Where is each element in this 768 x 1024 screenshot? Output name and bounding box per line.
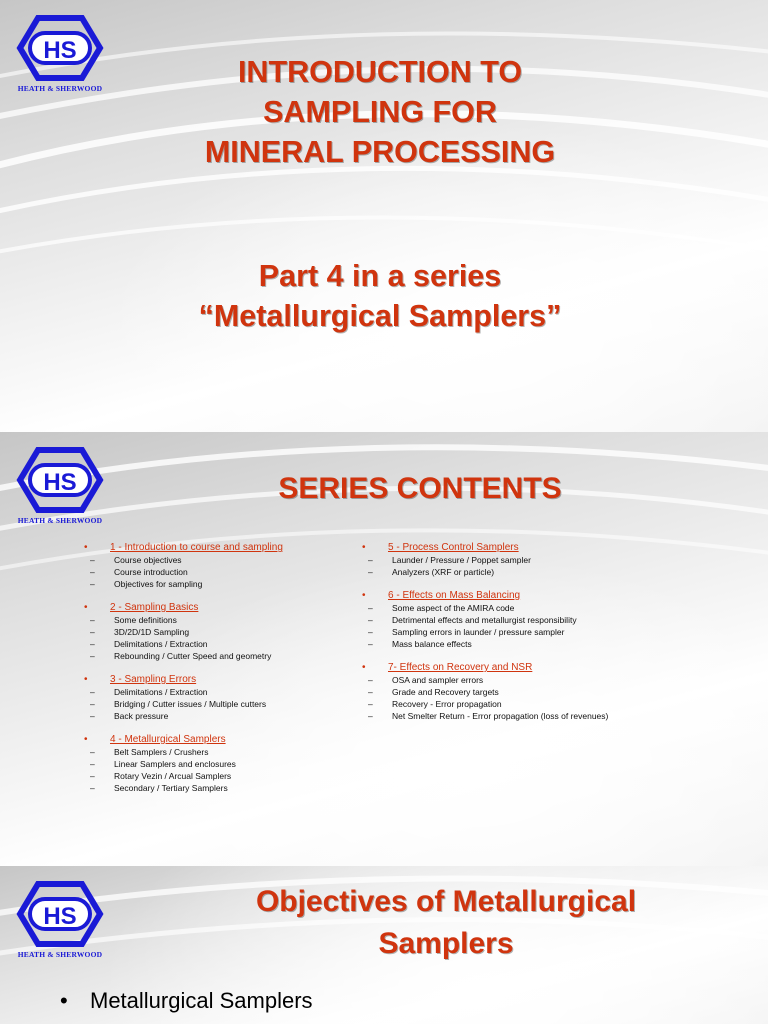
title-line: MINERAL PROCESSING [204, 135, 556, 169]
dash: – [90, 579, 95, 589]
bullet: • [84, 602, 88, 613]
objectives-bullet-text: Metallurgical Samplers [90, 988, 313, 1013]
dash: – [90, 687, 95, 697]
dash: – [90, 567, 95, 577]
list-item [84, 650, 384, 662]
dash: – [368, 627, 373, 637]
list-item-text: Launder / Pressure / Poppet sampler [392, 555, 531, 565]
list-item [84, 566, 384, 578]
list-item [84, 614, 384, 626]
dash: – [368, 675, 373, 685]
heath-sherwood-logo [16, 880, 104, 959]
slide-title [0, 0, 768, 432]
bullet: • [84, 542, 88, 553]
dash: – [368, 615, 373, 625]
dash: – [368, 555, 373, 565]
list-item [362, 614, 662, 626]
section-heading: 1 - Introduction to course and sampling [110, 542, 283, 553]
list-item-text: Delimitations / Extraction [114, 639, 208, 649]
dash: – [90, 627, 95, 637]
list-item-text: Bridging / Cutter issues / Multiple cutters [114, 699, 267, 709]
subtitle-line: “Metallurgical Samplers” [198, 299, 562, 333]
list-item-text: Some definitions [114, 615, 177, 625]
section-heading: 6 - Effects on Mass Balancing [388, 590, 521, 601]
dash: – [90, 711, 95, 721]
dash: – [90, 651, 95, 661]
list-item-text: Rotary Vezin / Arcual Samplers [114, 771, 232, 781]
list-item [362, 638, 662, 650]
contents-column-left [84, 542, 384, 806]
slide2-title: SERIES CONTENTS [278, 472, 562, 505]
dash: – [90, 615, 95, 625]
section-heading: 7- Effects on Recovery and NSR [388, 662, 533, 673]
dash: – [90, 555, 95, 565]
list-item [362, 686, 662, 698]
contents-section [84, 602, 384, 662]
list-item-text: Course introduction [114, 567, 188, 577]
list-item-text: Back pressure [114, 711, 169, 721]
list-item [84, 578, 384, 590]
list-item-text: Rebounding / Cutter Speed and geometry [114, 651, 272, 661]
bullet: • [84, 734, 88, 745]
list-item-text: Secondary / Tertiary Samplers [114, 783, 228, 793]
list-item [84, 770, 384, 782]
slide-objectives [0, 866, 768, 1024]
list-item-text: Delimitations / Extraction [114, 687, 208, 697]
list-item [362, 674, 662, 686]
list-item [362, 566, 662, 578]
list-item [84, 746, 384, 758]
section-heading: 2 - Sampling Basics [110, 602, 199, 613]
list-item-text: Recovery - Error propagation [392, 699, 502, 709]
dash: – [368, 567, 373, 577]
logo-caption: HEATH & SHERWOOD [17, 84, 103, 93]
hs-hexagon-icon [16, 880, 104, 948]
list-item [362, 554, 662, 566]
logo-letters: HS [43, 469, 77, 496]
list-item [84, 698, 384, 710]
dash: – [90, 699, 95, 709]
dash: – [368, 687, 373, 697]
section-heading: 3 - Sampling Errors [110, 674, 197, 685]
list-item [84, 782, 384, 794]
dash: – [368, 711, 373, 721]
dash: – [90, 747, 95, 757]
list-item [362, 710, 662, 722]
list-item [362, 602, 662, 614]
dash: – [90, 783, 95, 793]
section-heading: 5 - Process Control Samplers [388, 542, 519, 553]
list-item [362, 698, 662, 710]
subtitle-line: Part 4 in a series [258, 259, 502, 293]
list-item-text: Analyzers (XRF or particle) [392, 567, 495, 577]
list-item-text: OSA and sampler errors [392, 675, 484, 685]
list-item-text: Grade and Recovery targets [392, 687, 499, 697]
list-item [84, 686, 384, 698]
bullet: • [362, 542, 366, 553]
slide1-title [130, 52, 630, 172]
slide1-subtitle [110, 256, 650, 336]
dash: – [368, 639, 373, 649]
list-item-text: Course objectives [114, 555, 182, 565]
list-item [84, 554, 384, 566]
list-item-text: Linear Samplers and enclosures [114, 759, 236, 769]
dash: – [368, 699, 373, 709]
list-item-text: 3D/2D/1D Sampling [114, 627, 190, 637]
dash: – [90, 759, 95, 769]
list-item [362, 626, 662, 638]
bullet: • [362, 662, 366, 673]
contents-column-right [362, 542, 662, 734]
contents-section [84, 542, 384, 590]
list-item-text: Objectives for sampling [114, 579, 203, 589]
hs-hexagon-icon [16, 446, 104, 514]
dash: – [90, 771, 95, 781]
list-item [84, 638, 384, 650]
objectives-bullet [60, 986, 313, 1016]
list-item-text: Some aspect of the AMIRA code [392, 603, 515, 613]
list-item [84, 710, 384, 722]
logo-letters: HS [43, 37, 77, 64]
contents-section [362, 590, 662, 650]
title-line: Samplers [378, 927, 514, 960]
list-item-text: Belt Samplers / Crushers [114, 747, 209, 757]
bullet: • [60, 988, 68, 1013]
list-item [84, 626, 384, 638]
contents-section [84, 674, 384, 722]
title-line: Objectives of Metallurgical [255, 885, 637, 918]
list-item-text: Net Smelter Return - Error propagation (loss of revenues) [392, 711, 609, 721]
list-item-text: Mass balance effects [392, 639, 472, 649]
title-line: SAMPLING FOR [263, 95, 497, 129]
dash: – [368, 603, 373, 613]
slide-series-contents [0, 432, 768, 866]
section-heading: 4 - Metallurgical Samplers [110, 734, 226, 745]
bullet: • [84, 674, 88, 685]
contents-section [84, 734, 384, 794]
dash: – [90, 639, 95, 649]
hs-hexagon-icon [16, 14, 104, 82]
list-item [84, 758, 384, 770]
list-item-text: Detrimental effects and metallurgist responsibility [392, 615, 577, 625]
logo-caption: HEATH & SHERWOOD [17, 950, 103, 959]
logo-letters: HS [43, 903, 77, 930]
slide3-title [186, 881, 706, 965]
heath-sherwood-logo [16, 14, 104, 93]
title-line: INTRODUCTION TO [237, 55, 523, 89]
contents-section [362, 542, 662, 578]
logo-caption: HEATH & SHERWOOD [17, 516, 103, 525]
heath-sherwood-logo [16, 446, 104, 525]
bullet: • [362, 590, 366, 601]
contents-section [362, 662, 662, 722]
list-item-text: Sampling errors in launder / pressure sampler [392, 627, 565, 637]
